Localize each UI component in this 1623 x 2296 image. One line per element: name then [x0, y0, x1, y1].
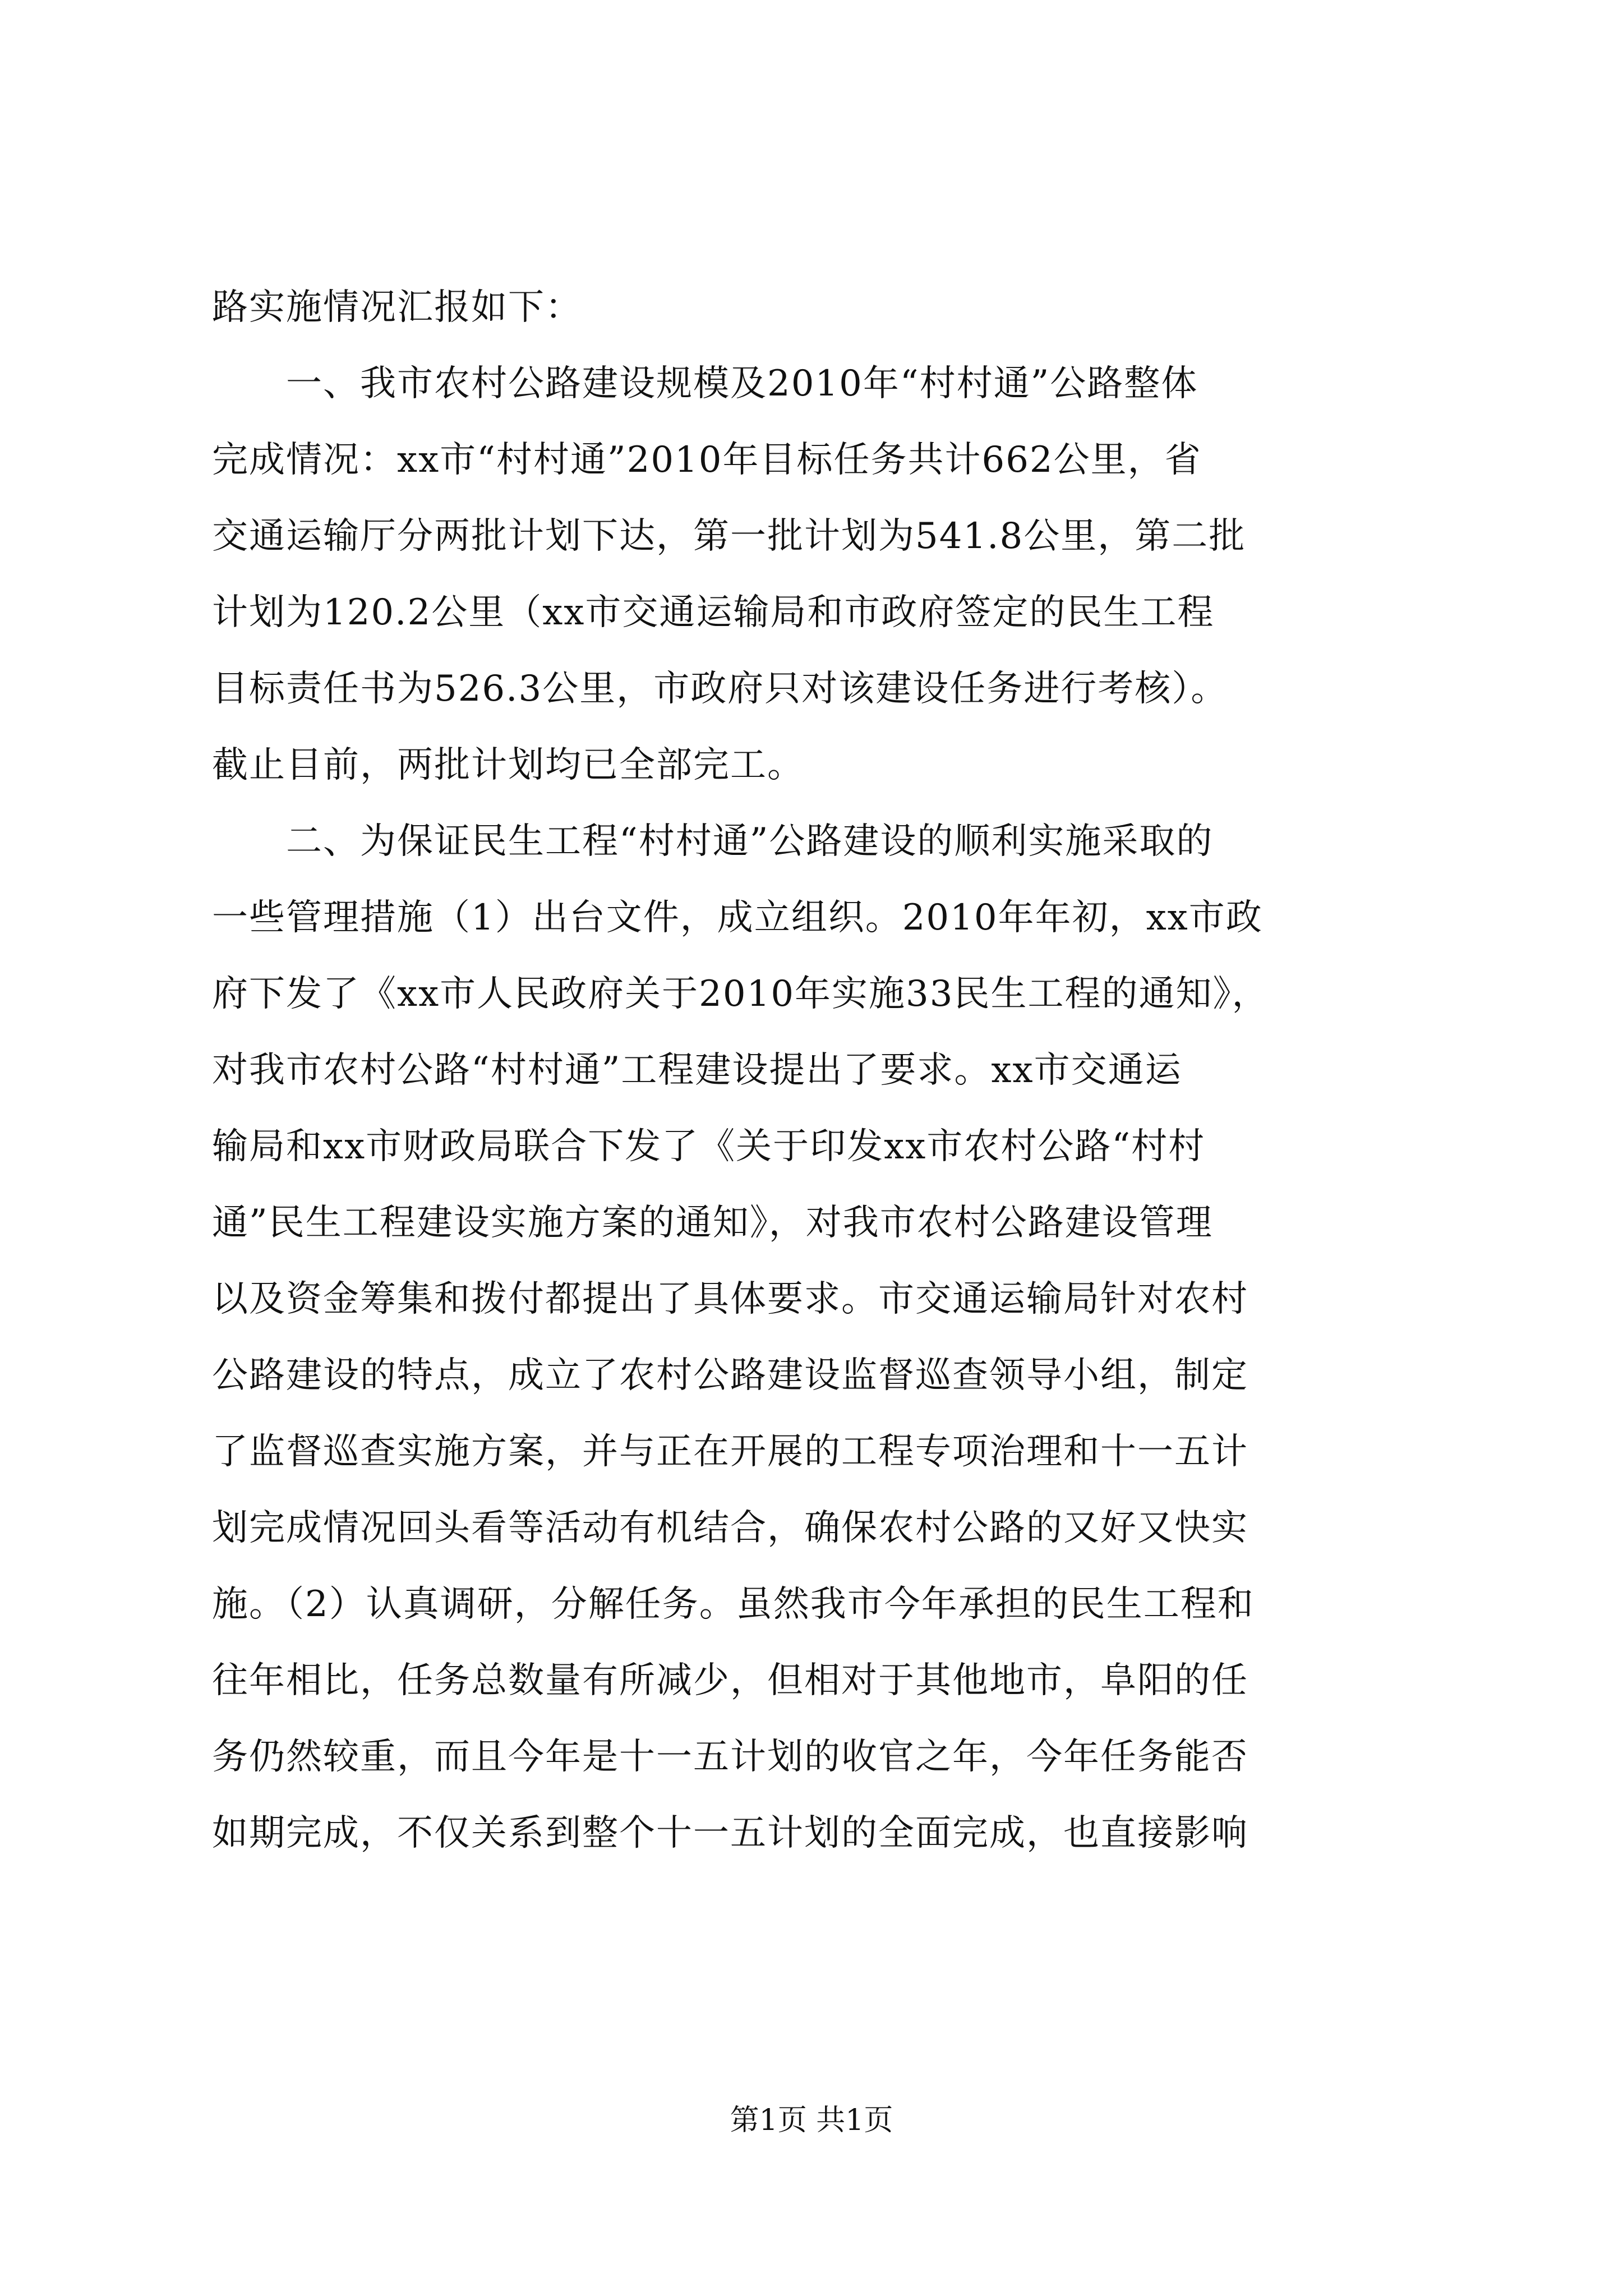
- text-line: 府下发了《xx市人民政府关于2010年实施33民生工程的通知》，: [212, 973, 1269, 1015]
- page-footer: 第1页 共1页: [730, 2104, 893, 2137]
- text-line: 目标责任书为526.3公里，市政府只对该建设任务进行考核）。: [212, 668, 1228, 710]
- text-line: 计划为120.2公里（xx市交通运输局和市政府签定的民生工程: [212, 592, 1215, 633]
- text-line: 交通运输厅分两批计划下达，第一批计划为541.8公里，第二批: [212, 516, 1246, 557]
- text-line: 如期完成，不仅关系到整个十一五计划的全面完成，也直接影响: [212, 1812, 1248, 1854]
- text-line: 路实施情况汇报如下：: [212, 287, 582, 328]
- text-line: 往年相比，任务总数量有所减少，但相对于其他地市，阜阳的任: [212, 1660, 1248, 1701]
- text-line: 施。（2）认真调研，分解任务。虽然我市今年承担的民生工程和: [212, 1584, 1255, 1625]
- body-text: [212, 269, 1423, 1871]
- text-line: 划完成情况回头看等活动有机结合，确保农村公路的又好又快实: [212, 1507, 1248, 1549]
- text-line: 务仍然较重，而且今年是十一五计划的收官之年，今年任务能否: [212, 1736, 1248, 1778]
- text-line: 二、为保证民生工程“村村通”公路建设的顺利实施采取的: [212, 821, 1214, 862]
- text-line: 输局和xx市财政局联合下发了《关于印发xx市农村公路“村村: [212, 1126, 1206, 1167]
- text-line: 公路建设的特点，成立了农村公路建设监督巡查领导小组，制定: [212, 1355, 1248, 1396]
- text-line: 以及资金筹集和拨付都提出了具体要求。市交通运输局针对农村: [212, 1278, 1248, 1320]
- text-line: 了监督巡查实施方案，并与正在开展的工程专项治理和十一五计: [212, 1431, 1248, 1473]
- text-line: 通”民生工程建设实施方案的通知》，对我市农村公路建设管理: [212, 1202, 1213, 1244]
- text-line: 一些管理措施（1）出台文件，成立组织。2010年年初，xx市政: [212, 897, 1263, 938]
- text-line: 完成情况：xx市“村村通”2010年目标任务共计662公里，省: [212, 439, 1202, 481]
- text-line: 对我市农村公路“村村通”工程建设提出了要求。xx市交通运: [212, 1050, 1182, 1091]
- text-line: 一、我市农村公路建设规模及2010年“村村通”公路整体: [212, 363, 1198, 404]
- text-line: 截止目前，两批计划均已全部完工。: [212, 744, 804, 786]
